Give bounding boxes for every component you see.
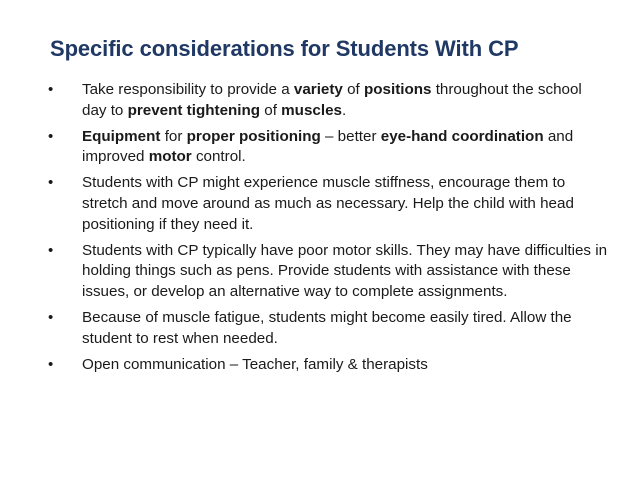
bullet-text-segment: Because of muscle fatigue, students might become easily tired. Allow the student to rest when needed. — [82, 308, 572, 347]
bullet-text-segment: for — [160, 127, 187, 145]
bullet-item — [48, 355, 608, 376]
bullet-dot-icon: • — [48, 308, 54, 326]
bullet-text-segment: Students with CP might experience muscle stiffness, encourage them to stretch and move around as much as necessary. Help the child with head positioning if they need it. — [82, 174, 574, 233]
bullet-dot-icon: • — [48, 355, 54, 373]
bullet-text-emphasis: prevent tightening — [127, 101, 261, 119]
bullet-text-segment: throughout the school day to — [82, 81, 582, 119]
bullet-text-emphasis: muscles — [281, 101, 342, 119]
bullet-text-segment: Students with CP typically have poor motor skills. They may have difficulties in holding things such as pens. Provide students with assistance with these issues, or develop an alternative way to complete assignments. — [82, 241, 608, 301]
bullet-text — [82, 128, 573, 166]
bullet-item — [48, 80, 608, 122]
bullet-text — [82, 309, 572, 347]
bullet-text — [82, 81, 582, 119]
bullet-item — [48, 308, 608, 350]
bullet-text-emphasis: proper positioning — [186, 127, 321, 145]
bullet-dot-icon: • — [48, 81, 54, 98]
bullet-text-segment: control. — [191, 148, 246, 166]
bullet-text-segment: – better — [320, 127, 381, 145]
bullet-text-emphasis: motor — [148, 148, 192, 166]
bullet-text-segment: of — [260, 101, 282, 119]
bullet-dot-icon: • — [48, 127, 54, 145]
slide-title: Specific considerations for Students With CP — [50, 36, 519, 61]
bullet-text — [82, 356, 428, 373]
bullet-text — [82, 242, 607, 301]
bullet-text-emphasis: eye-hand coordination — [380, 127, 544, 145]
bullet-text-segment: of — [342, 81, 364, 98]
bullet-item — [48, 127, 608, 169]
bullet-list — [48, 80, 608, 380]
bullet-item — [48, 173, 608, 235]
bullet-dot-icon: • — [48, 174, 54, 192]
bullet-text-segment: and improved — [82, 127, 574, 166]
bullet-text-emphasis: variety — [293, 81, 343, 98]
bullet-dot-icon: • — [48, 241, 54, 259]
bullet-text-emphasis: positions — [363, 81, 432, 98]
bullet-text — [82, 174, 574, 233]
bullet-text-segment: Take responsibility to provide a — [82, 81, 294, 98]
bullet-text-segment: . — [341, 101, 347, 119]
bullet-text-emphasis: Equipment — [82, 127, 161, 145]
bullet-item — [48, 241, 608, 303]
bullet-text-segment: Open communication – Teacher, family & therapists — [82, 355, 428, 373]
